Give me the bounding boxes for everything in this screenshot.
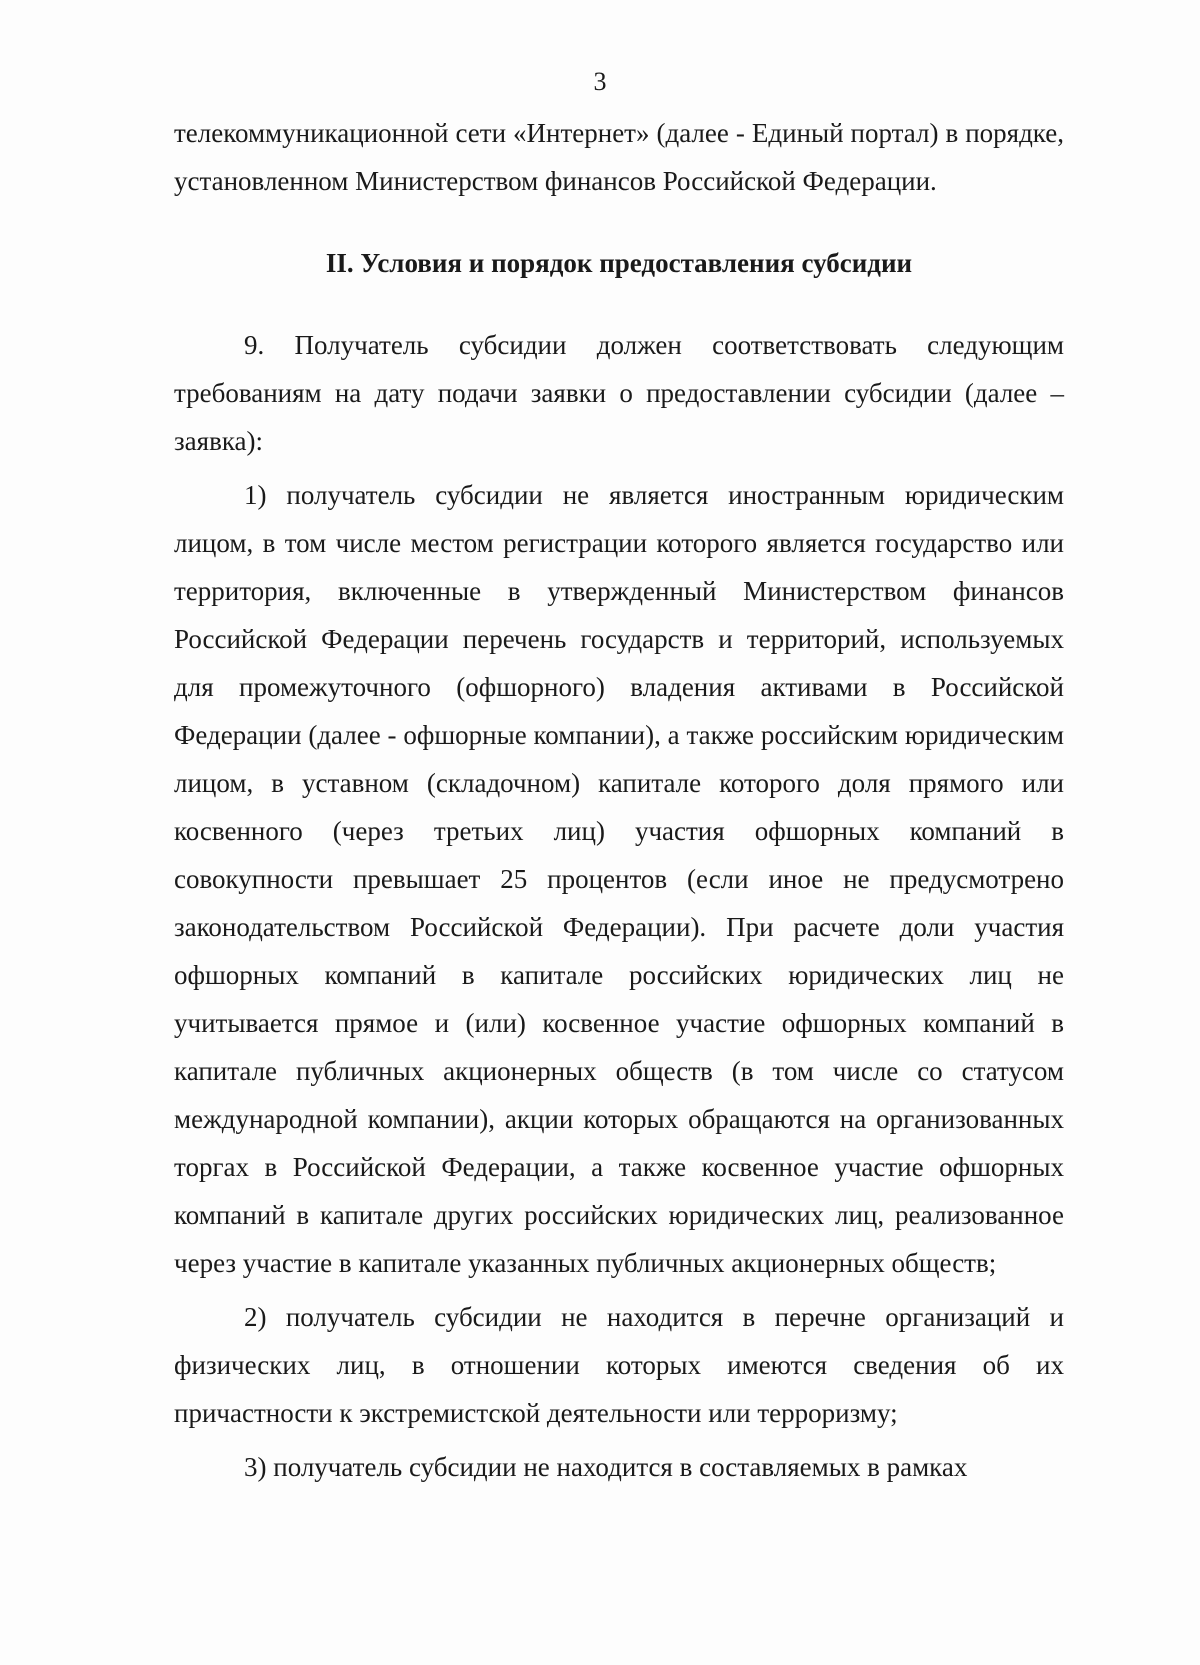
paragraph-item-1: 1) получатель субсидии не является иностранным юридическим лицом, в том числе местом регистрации которого является государство или территория, включенные в утвержденный Министерством финансов Российской Федерации перечень государств и территорий, используемых для промежуточного (офшорного) владения активами в Российской Федерации (далее - офшорные компании), а также российским юридическим лицом, в уставном (складочном) капитале которого доля прямого или косвенного (через третьих лиц) участия офшорных компаний в совокупности превышает 25 процентов (если иное не предусмотрено законодательством Российской Федерации). При расчете доли участия офшорных компаний в капитале российских юридических лиц не учитывается прямое и (или) косвенное участие офшорных компаний в капитале публичных акционерных обществ (в том числе со статусом международной компании), акции которых обращаются на организованных торгах в Российской Федерации, а также косвенное участие офшорных компаний в капитале других российских юридических лиц, реализованное через участие в капитале указанных публичных акционерных обществ;	[174, 480, 1064, 1278]
page-number: 3	[593, 67, 607, 96]
paragraph-9: 9. Получатель субсидии должен соответствовать следующим требованиям на дату подачи заявки о предоставлении субсидии (далее – заявка):	[174, 330, 1064, 456]
paragraph-item-2: 2) получатель субсидии не находится в перечне организаций и физических лиц, в отношении которых имеются сведения об их причастности к экстремистской деятельности или терроризму;	[174, 1302, 1064, 1428]
intro-paragraph: телекоммуникационной сети «Интернет» (далее - Единый портал) в порядке, установленном Министерством финансов Российской Федерации.	[174, 118, 1064, 196]
section-heading: II. Условия и порядок предоставления субсидии	[325, 248, 913, 278]
document-body	[174, 109, 1064, 1491]
paragraph-item-3: 3) получатель субсидии не находится в составляемых в рамках	[244, 1452, 968, 1482]
